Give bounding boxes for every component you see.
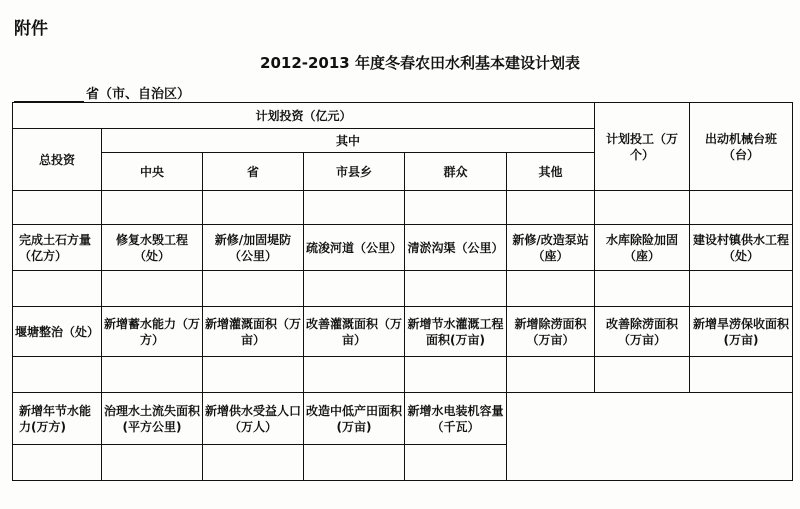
of-which-header: 其中 xyxy=(102,129,595,153)
improved-drainage-header: 改善除涝面积（万亩） xyxy=(595,307,690,357)
total-investment-header: 总投资 xyxy=(13,129,102,191)
input-cell[interactable] xyxy=(304,191,405,225)
input-cell[interactable] xyxy=(304,357,405,393)
low-yield-field-header: 改造中低产田面积(万亩) xyxy=(304,393,405,445)
ditch-dredging-header: 清淤沟渠（公里） xyxy=(405,225,507,271)
attachment-label: 附件 xyxy=(14,19,48,39)
water-saving-header: 新增节水灌溉工程面积(万亩) xyxy=(405,307,507,357)
input-cell[interactable] xyxy=(304,271,405,307)
river-dredging-header: 疏浚河道（公里） xyxy=(304,225,405,271)
table-row xyxy=(13,393,793,445)
input-cell[interactable] xyxy=(507,271,595,307)
page-title: 2012-2013 年度冬春农田水利基本建设计划表 xyxy=(260,54,580,72)
embankment-header: 新修/加固堤防（公里） xyxy=(203,225,304,271)
annual-saving-header: 新增年节水能力(万方) xyxy=(13,393,102,445)
improved-irrigation-header: 改善灌溉面积（万亩） xyxy=(304,307,405,357)
input-cell[interactable] xyxy=(405,445,507,481)
input-cell[interactable] xyxy=(102,271,203,307)
input-cell[interactable] xyxy=(304,445,405,481)
input-cell[interactable] xyxy=(203,445,304,481)
province-blank-line[interactable] xyxy=(14,89,84,102)
masses-header: 群众 xyxy=(405,153,507,191)
beneficiary-population-header: 新增供水受益人口（万人） xyxy=(203,393,304,445)
table-row xyxy=(13,307,793,357)
machinery-header: 出动机械台班（台） xyxy=(690,103,793,191)
pump-station-header: 新修/改造泵站（座） xyxy=(507,225,595,271)
table-row xyxy=(13,357,793,393)
empty-area xyxy=(507,393,793,481)
input-cell[interactable] xyxy=(595,271,690,307)
input-cell[interactable] xyxy=(203,191,304,225)
input-cell[interactable] xyxy=(102,445,203,481)
province-header: 省 xyxy=(203,153,304,191)
earthwork-header: 完成土石方量（亿方） xyxy=(13,225,102,271)
planned-labor-header: 计划投工（万个） xyxy=(595,103,690,191)
reservoir-header: 水库除险加固（座） xyxy=(595,225,690,271)
plan-table xyxy=(12,102,793,481)
input-cell[interactable] xyxy=(102,357,203,393)
province-field xyxy=(14,83,190,102)
input-cell[interactable] xyxy=(595,357,690,393)
other-header: 其他 xyxy=(507,153,595,191)
input-cell[interactable] xyxy=(13,445,102,481)
repair-damage-header: 修复水毁工程（处） xyxy=(102,225,203,271)
stable-yield-header: 新增旱涝保收面积(万亩) xyxy=(690,307,793,357)
table-row xyxy=(13,271,793,307)
soil-erosion-header: 治理水土流失面积(平方公里) xyxy=(102,393,203,445)
input-cell[interactable] xyxy=(13,191,102,225)
input-cell[interactable] xyxy=(690,271,793,307)
input-cell[interactable] xyxy=(203,357,304,393)
input-cell[interactable] xyxy=(405,357,507,393)
input-cell[interactable] xyxy=(13,271,102,307)
central-header: 中央 xyxy=(102,153,203,191)
input-cell[interactable] xyxy=(507,357,595,393)
pond-header: 堰塘整治（处） xyxy=(13,307,102,357)
table-row xyxy=(13,191,793,225)
storage-capacity-header: 新增蓄水能力（万方） xyxy=(102,307,203,357)
table-row xyxy=(13,103,793,129)
table-row xyxy=(13,225,793,271)
hydropower-header: 新增水电装机容量（千瓦） xyxy=(405,393,507,445)
input-cell[interactable] xyxy=(405,191,507,225)
input-cell[interactable] xyxy=(13,357,102,393)
new-irrigation-header: 新增灌溉面积（万亩） xyxy=(203,307,304,357)
city-county-header: 市县乡 xyxy=(304,153,405,191)
input-cell[interactable] xyxy=(690,191,793,225)
input-cell[interactable] xyxy=(203,271,304,307)
water-supply-header: 建设村镇供水工程（处） xyxy=(690,225,793,271)
input-cell[interactable] xyxy=(595,191,690,225)
new-drainage-header: 新增除涝面积（万亩） xyxy=(507,307,595,357)
plan-investment-header: 计划投资（亿元） xyxy=(13,103,595,129)
input-cell[interactable] xyxy=(102,191,203,225)
input-cell[interactable] xyxy=(405,271,507,307)
province-label: 省（市、自治区） xyxy=(86,87,191,102)
input-cell[interactable] xyxy=(507,191,595,225)
input-cell[interactable] xyxy=(690,357,793,393)
